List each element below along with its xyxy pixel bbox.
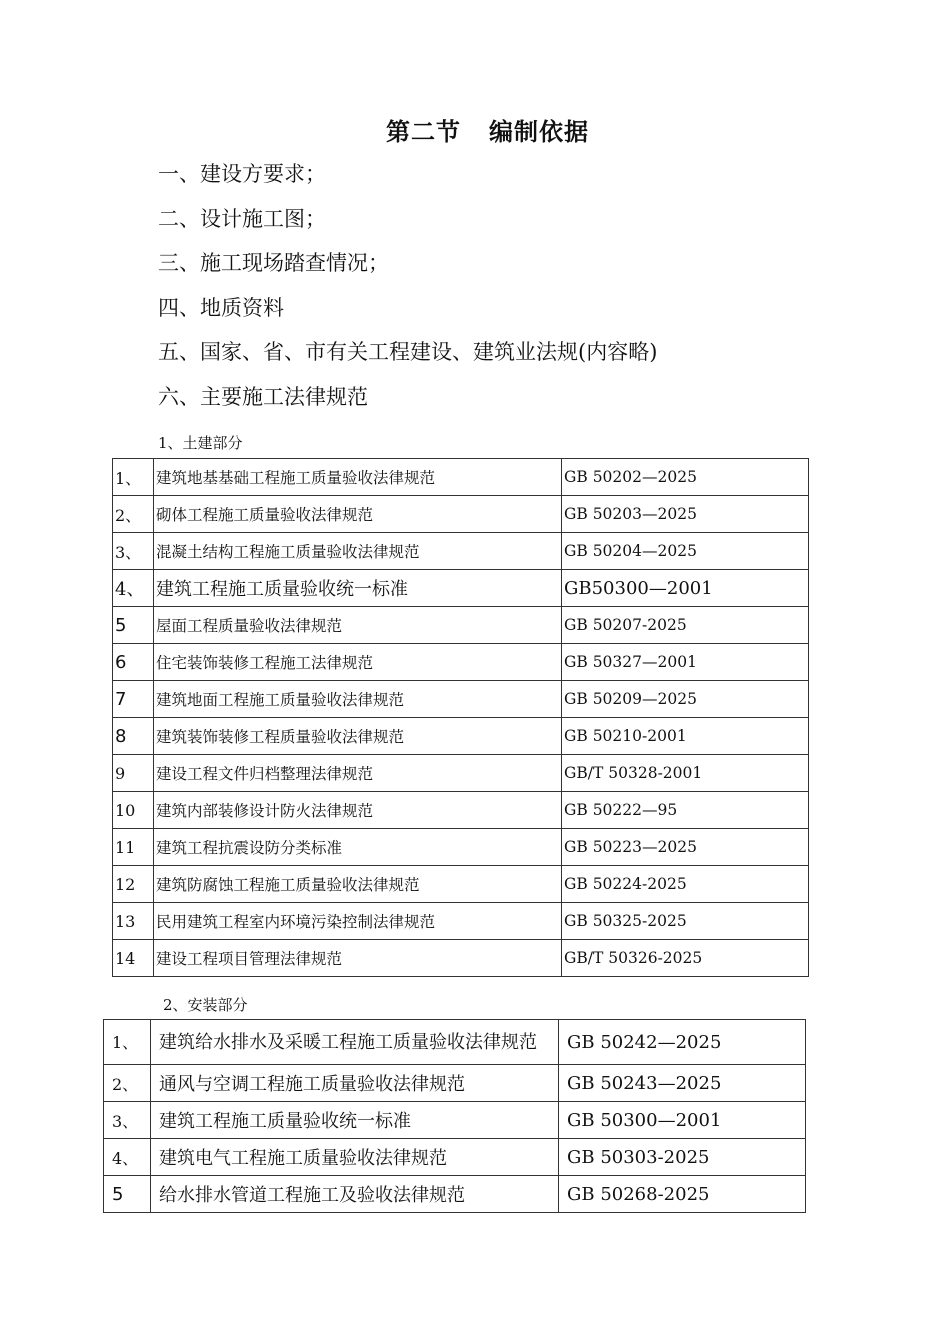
basis-item: 五、国家、省、市有关工程建设、建筑业法规(内容略) [158,340,658,365]
row-number: 7 [113,681,154,718]
page-title: 第二节 编制依据 [385,118,590,146]
table-row [113,644,809,681]
row-number: 8 [113,718,154,755]
table-row [104,1020,806,1065]
standard-name: 建筑工程抗震设防分类标准 [154,829,562,866]
standard-name: 住宅装饰装修工程施工法律规范 [154,644,562,681]
standard-name: 建筑电气工程施工质量验收法律规范 [151,1139,559,1176]
row-number: 1、 [104,1020,151,1065]
standard-code: GB 50202—2025 [562,459,809,496]
standard-code: GB 50224-2025 [562,866,809,903]
standard-code: GB 50210-2001 [562,718,809,755]
row-number: 3、 [113,533,154,570]
standard-code: GB 50203—2025 [562,496,809,533]
table-row [113,829,809,866]
standard-code: GB 50268-2025 [559,1176,806,1213]
table-row [113,940,809,977]
standard-code: GB 50207-2025 [562,607,809,644]
row-number: 14 [113,940,154,977]
row-number: 4、 [104,1139,151,1176]
table-row [104,1139,806,1176]
table-row [104,1102,806,1139]
standard-code: GB 50300—2001 [559,1102,806,1139]
install-standards-table [103,1019,806,1213]
basis-item: 六、主要施工法律规范 [158,384,368,409]
standard-code: GB 50303-2025 [559,1139,806,1176]
standard-code: GB50300—2001 [562,570,809,607]
row-number: 11 [113,829,154,866]
standard-code: GB 50222—95 [562,792,809,829]
standard-code: GB 50325-2025 [562,903,809,940]
basis-item: 三、施工现场踏查情况； [158,251,389,276]
standard-name: 建筑内部装修设计防火法律规范 [154,792,562,829]
standard-code: GB/T 50326-2025 [562,940,809,977]
standard-code: GB 50204—2025 [562,533,809,570]
table-row [113,866,809,903]
standard-name: 砌体工程施工质量验收法律规范 [154,496,562,533]
install-section-label: 2、安装部分 [163,996,248,1014]
row-number: 2、 [113,496,154,533]
standard-name: 建筑防腐蚀工程施工质量验收法律规范 [154,866,562,903]
standard-code: GB 50243—2025 [559,1065,806,1102]
standard-name: 屋面工程质量验收法律规范 [154,607,562,644]
standard-name: 建筑地基基础工程施工质量验收法律规范 [154,459,562,496]
basis-item: 一、建设方要求； [158,162,326,186]
table-row [113,459,809,496]
table-row [113,496,809,533]
table-row [113,718,809,755]
table-row [113,681,809,718]
standard-name: 建筑地面工程施工质量验收法律规范 [154,681,562,718]
table-row [104,1065,806,1102]
standard-name: 建设工程文件归档整理法律规范 [154,755,562,792]
basis-item: 二、设计施工图； [158,206,326,231]
table-row [113,533,809,570]
table-row [113,755,809,792]
row-number: 5 [104,1176,151,1213]
table-row [113,607,809,644]
standard-name: 建筑装饰装修工程质量验收法律规范 [154,718,562,755]
basis-list [158,152,657,420]
row-number: 9 [113,755,154,792]
table-row [113,570,809,607]
standard-name: 建筑工程施工质量验收统一标准 [151,1102,559,1139]
civil-standards-table [112,458,809,977]
row-number: 12 [113,866,154,903]
standard-name: 建筑工程施工质量验收统一标准 [154,570,562,607]
standard-code: GB/T 50328-2001 [562,755,809,792]
standard-name: 民用建筑工程室内环境污染控制法律规范 [154,903,562,940]
row-number: 10 [113,792,154,829]
row-number: 5 [113,607,154,644]
civil-section-label: 1、土建部分 [158,434,243,452]
standard-name: 建设工程项目管理法律规范 [154,940,562,977]
table-row [104,1176,806,1213]
standard-code: GB 50223—2025 [562,829,809,866]
standard-name: 通风与空调工程施工质量验收法律规范 [151,1065,559,1102]
standard-code: GB 50327—2001 [562,644,809,681]
row-number: 13 [113,903,154,940]
row-number: 1、 [113,459,154,496]
standard-name: 混凝土结构工程施工质量验收法律规范 [154,533,562,570]
standard-code: GB 50209—2025 [562,681,809,718]
basis-item: 四、地质资料 [158,295,284,320]
row-number: 2、 [104,1065,151,1102]
table-row [113,903,809,940]
standard-code: GB 50242—2025 [559,1020,806,1065]
table-row [113,792,809,829]
standard-name: 给水排水管道工程施工及验收法律规范 [151,1176,559,1213]
row-number: 4、 [113,570,154,607]
standard-name: 建筑给水排水及采暖工程施工质量验收法律规范 [151,1020,559,1065]
row-number: 3、 [104,1102,151,1139]
row-number: 6 [113,644,154,681]
